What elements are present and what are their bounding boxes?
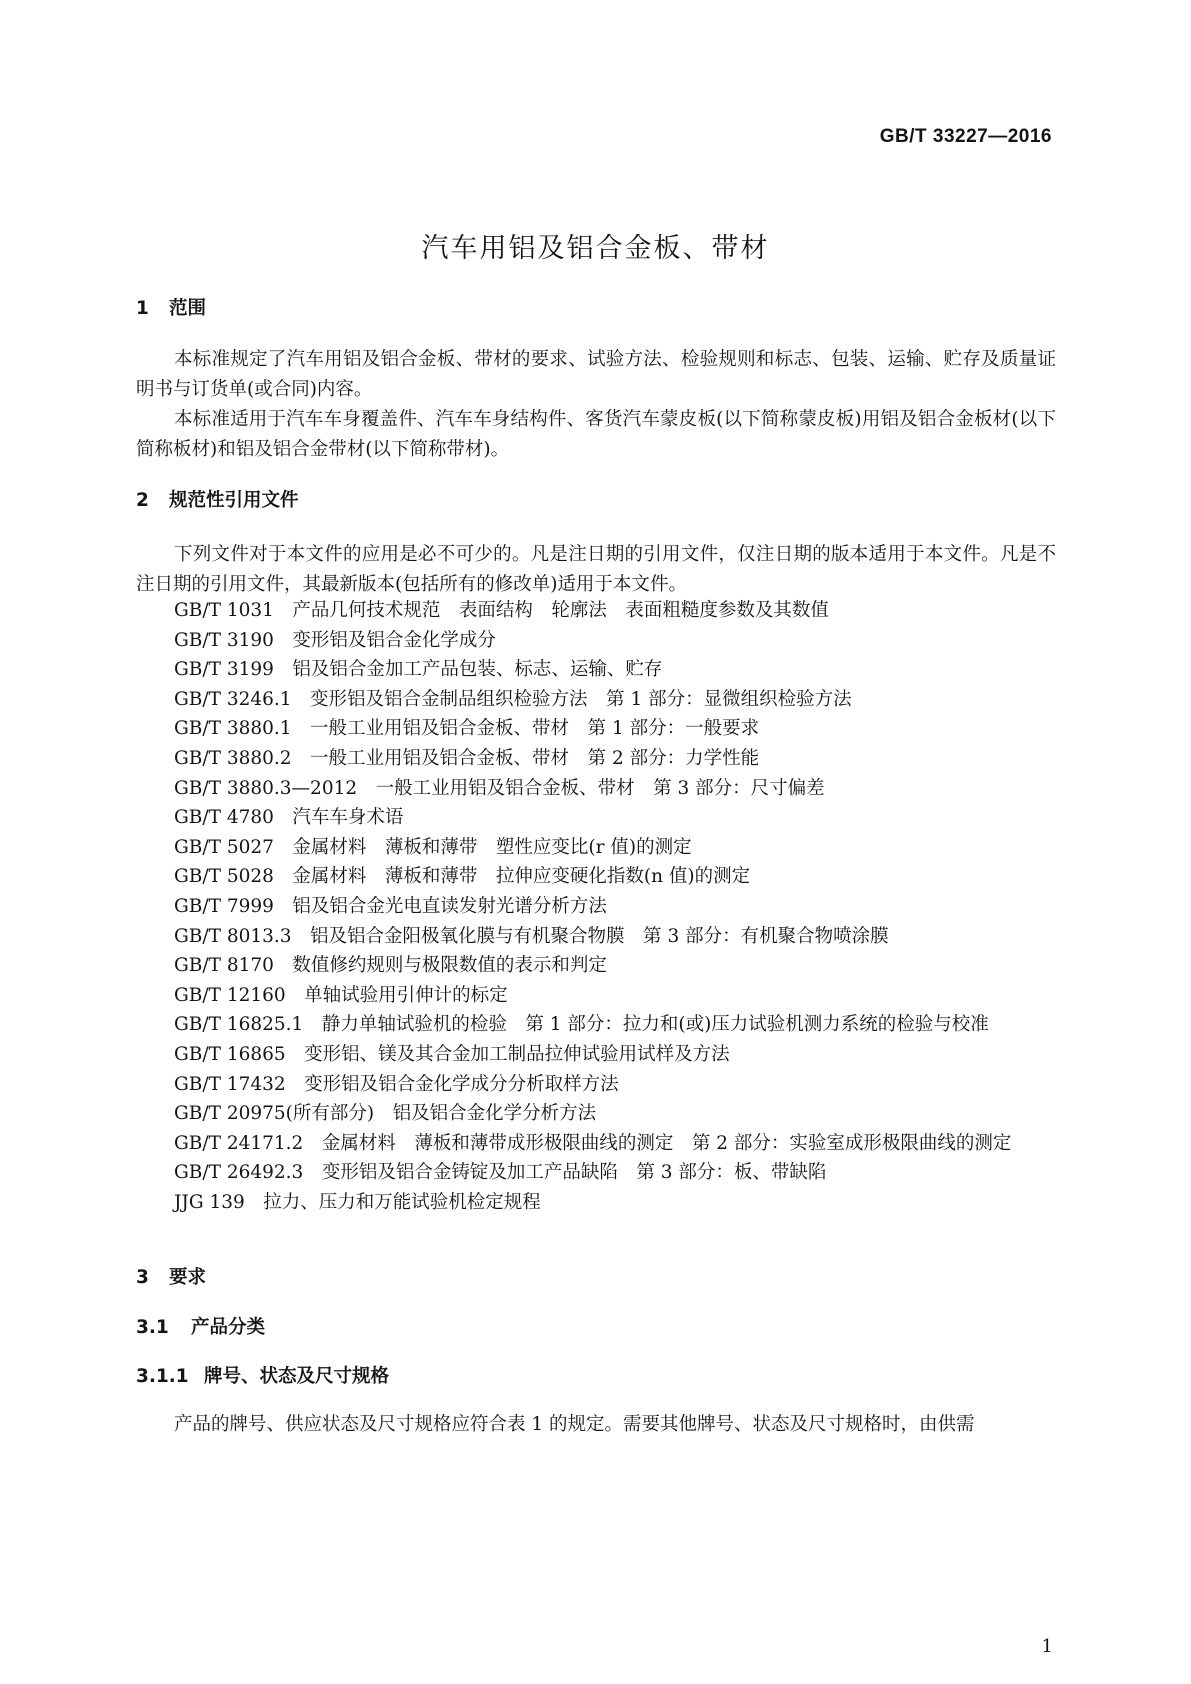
reference-item: GB/T 26492.3 变形铝及铝合金铸锭及加工产品缺陷 第 3 部分：板、带缺陷 <box>174 1162 827 1184</box>
section-2-intro <box>136 540 1056 600</box>
paragraph: 本标准规定了汽车用铝及铝合金板、带材的要求、试验方法、检验规则和标志、包装、运输、贮存及质量证明书与订货单(或合同)内容。 <box>136 349 1056 400</box>
reference-item: GB/T 8013.3 铝及铝合金阳极氧化膜与有机聚合物膜 第 3 部分：有机聚合物喷涂膜 <box>174 925 889 947</box>
reference-item: GB/T 8170 数值修约规则与极限数值的表示和判定 <box>174 955 607 977</box>
reference-item: GB/T 5028 金属材料 薄板和薄带 拉伸应变硬化指数(n 值)的测定 <box>174 866 751 888</box>
paragraph: 下列文件对于本文件的应用是必不可少的。凡是注日期的引用文件，仅注日期的版本适用于本文件。凡是不注日期的引用文件，其最新版本(包括所有的修改单)适用于本文件。 <box>136 544 1056 595</box>
reference-item: GB/T 3199 铝及铝合金加工产品包装、标志、运输、贮存 <box>174 659 663 681</box>
section-3-1-1-body <box>136 1410 1056 1440</box>
reference-item: GB/T 16865 变形铝、镁及其合金加工制品拉伸试验用试样及方法 <box>174 1043 730 1065</box>
reference-item: JJG 139 拉力、压力和万能试验机检定规程 <box>174 1191 541 1213</box>
reference-item: GB/T 20975(所有部分) 铝及铝合金化学分析方法 <box>174 1103 597 1125</box>
section-title: 范围 <box>169 298 207 319</box>
section-3-1-1-heading <box>136 1362 389 1388</box>
reference-item: GB/T 3246.1 变形铝及铝合金制品组织检验方法 第 1 部分：显微组织检验方法 <box>174 688 852 710</box>
reference-item: GB/T 1031 产品几何技术规范 表面结构 轮廓法 表面粗糙度参数及其数值 <box>174 600 829 621</box>
reference-item: GB/T 16825.1 静力单轴试验机的检验 第 1 部分：拉力和(或)压力试验机测力系统的检验与校准 <box>174 1014 989 1036</box>
paragraph: 本标准适用于汽车车身覆盖件、汽车车身结构件、客货汽车蒙皮板(以下简称蒙皮板)用铝及铝合金板材(以下简称板材)和铝及铝合金带材(以下简称带材)。 <box>136 409 1056 460</box>
section-number: 3 <box>136 1267 149 1288</box>
section-1-heading <box>136 294 206 320</box>
section-2-heading <box>136 486 299 512</box>
section-number: 1 <box>136 298 149 319</box>
section-number: 3.1.1 <box>136 1366 189 1387</box>
reference-item: GB/T 12160 单轴试验用引伸计的标定 <box>174 984 508 1006</box>
reference-item: GB/T 17432 变形铝及铝合金化学成分分析取样方法 <box>174 1073 619 1095</box>
reference-item: GB/T 3880.2 一般工业用铝及铝合金板、带材 第 2 部分：力学性能 <box>174 747 760 769</box>
section-title: 牌号、状态及尺寸规格 <box>204 1366 390 1387</box>
section-number: 2 <box>136 490 149 511</box>
paragraph: 产品的牌号、供应状态及尺寸规格应符合表 1 的规定。需要其他牌号、状态及尺寸规格时，由供需 <box>174 1414 975 1435</box>
reference-list <box>136 596 1056 1217</box>
reference-item: GB/T 3880.1 一般工业用铝及铝合金板、带材 第 1 部分：一般要求 <box>174 718 760 740</box>
reference-item: GB/T 5027 金属材料 薄板和薄带 塑性应变比(r 值)的测定 <box>174 836 692 858</box>
reference-item: GB/T 24171.2 金属材料 薄板和薄带成形极限曲线的测定 第 2 部分：实验室成形极限曲线的测定 <box>174 1132 1012 1154</box>
standard-code: GB/T 33227—2016 <box>879 126 1052 147</box>
reference-item: GB/T 3880.3—2012 一般工业用铝及铝合金板、带材 第 3 部分：尺寸偏差 <box>174 777 825 799</box>
page-number: 1 <box>1041 1636 1053 1657</box>
section-3-1-heading <box>136 1313 265 1339</box>
reference-item: GB/T 3190 变形铝及铝合金化学成分 <box>174 629 496 651</box>
section-number: 3.1 <box>136 1317 169 1338</box>
document-title: 汽车用铝及铝合金板、带材 <box>421 233 770 264</box>
section-1-body <box>136 345 1056 465</box>
reference-item: GB/T 7999 铝及铝合金光电直读发射光谱分析方法 <box>174 895 607 917</box>
section-3-heading <box>136 1263 206 1289</box>
section-title: 规范性引用文件 <box>169 490 299 511</box>
section-title: 要求 <box>169 1267 207 1288</box>
section-title: 产品分类 <box>191 1317 266 1338</box>
reference-item: GB/T 4780 汽车车身术语 <box>174 807 404 829</box>
